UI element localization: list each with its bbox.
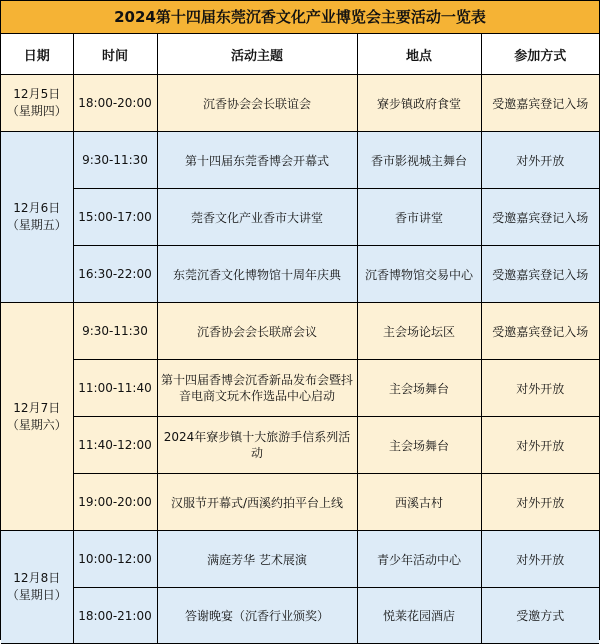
date-cell: [1, 531, 73, 644]
date-cell: [1, 303, 73, 531]
topic-cell: 沉香协会会长联谊会: [157, 75, 357, 132]
time-cell: 9:30-11:30: [73, 132, 157, 189]
time-cell: 11:40-12:00: [73, 417, 157, 474]
mode-cell: 受邀嘉宾登记入场: [481, 246, 599, 303]
mode-cell: 受邀方式: [481, 588, 599, 644]
table-title: 2024第十四届东莞沉香文化产业博览会主要活动一览表: [1, 1, 599, 34]
table-row: [1, 474, 599, 531]
table-row: [1, 588, 599, 644]
date-label: 12月8日: [13, 571, 61, 585]
place-cell: 主会场论坛区: [357, 303, 481, 360]
table-row: [1, 189, 599, 246]
table-row: [1, 132, 599, 189]
topic-cell: 第十四届香博会沉香新品发布会暨抖音电商文玩木作选品中心启动: [157, 360, 357, 417]
date-label: 12月7日: [13, 400, 61, 415]
weekday-label: （星期四）: [6, 104, 67, 118]
topic-cell: 答谢晚宴（沉香行业颁奖）: [157, 588, 357, 644]
schedule-table: [1, 34, 599, 644]
place-cell: 主会场舞台: [357, 417, 481, 474]
table-row: [1, 417, 599, 474]
place-cell: 香市讲堂: [357, 189, 481, 246]
time-cell: 18:00-21:00: [73, 588, 157, 644]
date-label: 12月5日: [13, 87, 61, 101]
weekday-label: （星期五）: [6, 218, 67, 232]
header-mode: 参加方式: [481, 34, 599, 75]
time-cell: 10:00-12:00: [73, 531, 157, 588]
mode-cell: 受邀嘉宾登记入场: [481, 189, 599, 246]
header-time: 时间: [73, 34, 157, 75]
topic-cell: 2024年寮步镇十大旅游手信系列活动: [157, 417, 357, 474]
place-cell: 青少年活动中心: [357, 531, 481, 588]
table-row: [1, 246, 599, 303]
mode-cell: 受邀嘉宾登记入场: [481, 303, 599, 360]
time-cell: 18:00-20:00: [73, 75, 157, 132]
place-cell: 西溪古村: [357, 474, 481, 531]
topic-cell: 第十四届东莞香博会开幕式: [157, 132, 357, 189]
header-row: [1, 34, 599, 75]
time-cell: 16:30-22:00: [73, 246, 157, 303]
weekday-label: （星期日）: [6, 588, 67, 602]
topic-cell: 东莞沉香文化博物馆十周年庆典: [157, 246, 357, 303]
time-cell: 11:00-11:40: [73, 360, 157, 417]
topic-cell: 汉服节开幕式/西溪约拍平台上线: [157, 474, 357, 531]
date-label: 12月6日: [13, 201, 61, 215]
topic-cell: 莞香文化产业香市大讲堂: [157, 189, 357, 246]
table-row: [1, 75, 599, 132]
place-cell: 香市影视城主舞台: [357, 132, 481, 189]
header-place: 地点: [357, 34, 481, 75]
place-cell: 主会场舞台: [357, 360, 481, 417]
place-cell: 寮步镇政府食堂: [357, 75, 481, 132]
place-cell: 悦莱花园酒店: [357, 588, 481, 644]
mode-cell: 对外开放: [481, 474, 599, 531]
time-cell: 19:00-20:00: [73, 474, 157, 531]
mode-cell: 对外开放: [481, 531, 599, 588]
table-row: [1, 303, 599, 360]
table-row: [1, 531, 599, 588]
mode-cell: 对外开放: [481, 132, 599, 189]
date-cell: [1, 132, 73, 303]
header-date: 日期: [1, 34, 73, 75]
topic-cell: 满庭芳华 艺术展演: [157, 531, 357, 588]
date-cell: [1, 75, 73, 132]
header-topic: 活动主题: [157, 34, 357, 75]
time-cell: 9:30-11:30: [73, 303, 157, 360]
weekday-label: （星期六）: [6, 417, 67, 432]
mode-cell: 受邀嘉宾登记入场: [481, 75, 599, 132]
place-cell: 沉香博物馆交易中心: [357, 246, 481, 303]
mode-cell: 对外开放: [481, 360, 599, 417]
mode-cell: 对外开放: [481, 417, 599, 474]
table-row: [1, 360, 599, 417]
topic-cell: 沉香协会会长联席会议: [157, 303, 357, 360]
time-cell: 15:00-17:00: [73, 189, 157, 246]
